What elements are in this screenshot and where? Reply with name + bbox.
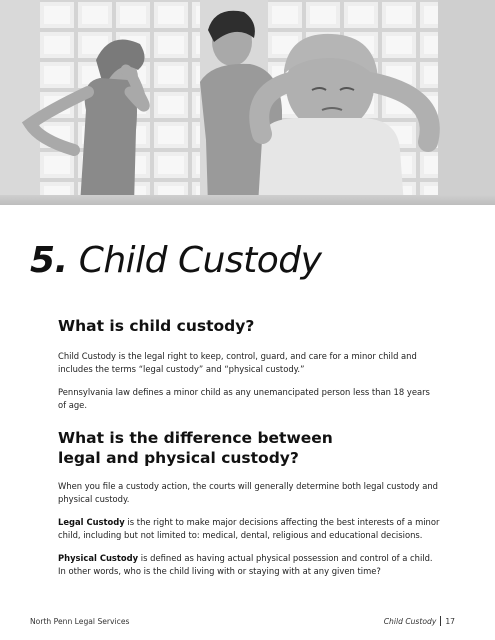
paragraph-physical-custody <box>58 552 440 578</box>
paragraph-minor-definition: Pennsylvania law defines a minor child as any unemancipated person less than 18 years of age. <box>58 387 430 410</box>
family-conflict-photo-icon <box>0 0 495 205</box>
term-legal-custody: Legal Custody <box>58 517 125 527</box>
chapter-content <box>58 316 440 588</box>
chapter-number: 5. <box>30 240 68 281</box>
chapter-title <box>30 240 321 281</box>
footer-organization: North Penn Legal Services <box>30 616 130 626</box>
paragraph-legal-custody <box>58 516 440 542</box>
section-heading-legal-vs-physical <box>58 428 440 468</box>
paragraph-custody-definition: Child Custody is the legal right to keep, control, guard, and care for a minor child and includes the terms “legal custody” and “physical custody.” <box>58 351 417 374</box>
chapter-title-text: Child Custody <box>78 240 322 281</box>
header-photo <box>0 0 495 205</box>
heading-line-2: legal and physical custody? <box>58 449 299 467</box>
term-physical-custody: Physical Custody <box>58 553 139 563</box>
definition-legal-custody: is the right to make major decisions affecting the best interests of a minor child, including but not limited to: medical, dental, religious and educational decisions. <box>58 517 440 540</box>
footer-page-info <box>384 616 455 626</box>
footer-divider <box>440 616 441 626</box>
paragraph-custody-action: When you file a custody action, the courts will generally determine both legal custody and physical custody. <box>58 481 438 504</box>
section-heading-what-is-custody: What is child custody? <box>58 317 255 335</box>
footer-page-number: 17 <box>445 616 455 626</box>
heading-line-1: What is the difference between <box>58 429 333 447</box>
definition-physical-custody: is defined as having actual physical possession and control of a child. In other words, who is the child living with or staying with at any given time? <box>58 553 433 576</box>
page-footer <box>30 616 455 626</box>
footer-chapter-name: Child Custody <box>383 616 437 626</box>
